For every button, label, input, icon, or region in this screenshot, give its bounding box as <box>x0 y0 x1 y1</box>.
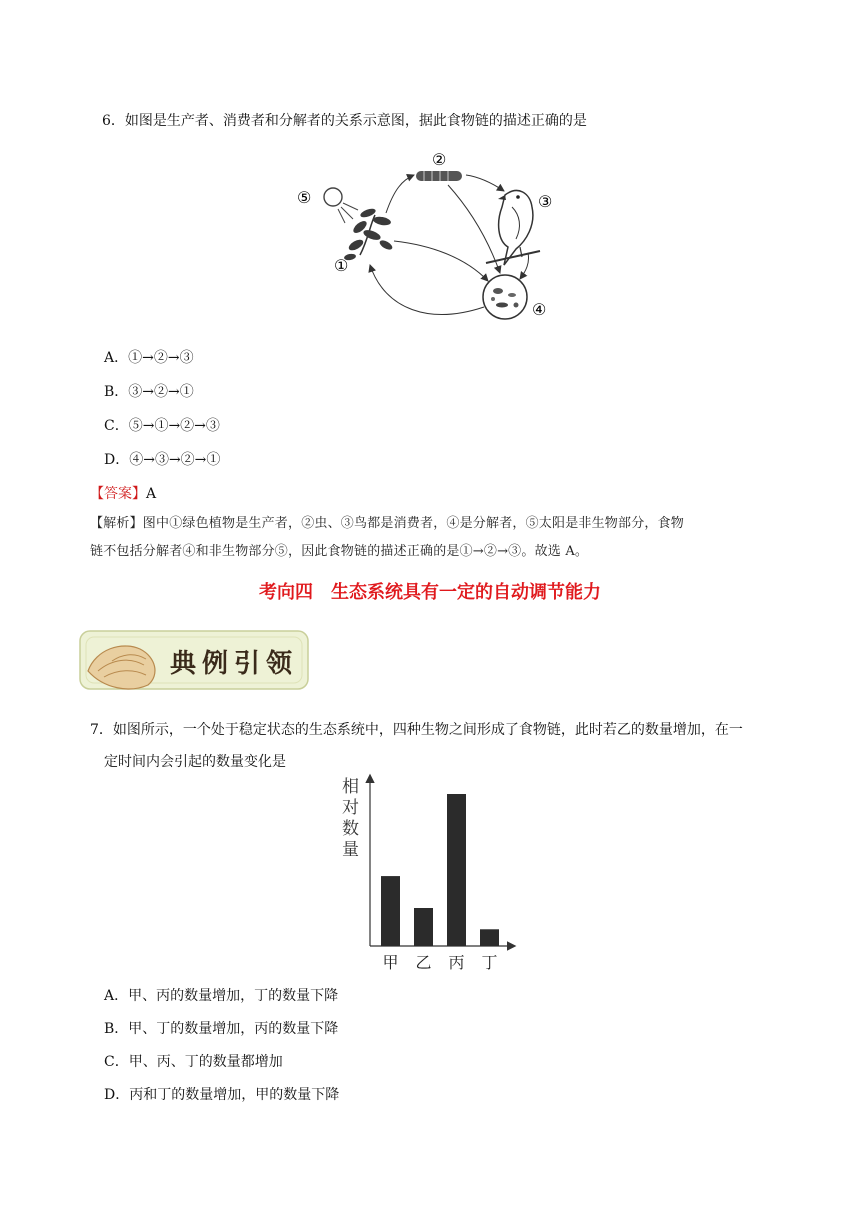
bar-0 <box>381 876 400 946</box>
answer-tag: 【答案】 <box>90 486 146 502</box>
q7-option-c: C．甲、丙、丁的数量都增加 <box>104 1054 283 1070</box>
q6-option-b: B．③→②→① <box>104 384 194 400</box>
y-label-char-2: 数 <box>342 819 359 839</box>
y-label-char-1: 对 <box>342 798 359 818</box>
label-3: ③ <box>538 192 553 211</box>
y-axis-label <box>342 777 359 860</box>
arrow-plant-to-decomposer <box>394 241 488 281</box>
answer-value: A <box>146 486 157 502</box>
label-5: ⑤ <box>297 188 312 207</box>
label-4: ④ <box>532 300 547 319</box>
q7-option-a: A．甲、丙的数量增加，丁的数量下降 <box>104 988 339 1004</box>
arrow-bird-to-decomposer <box>520 253 529 279</box>
bar-3 <box>480 929 499 946</box>
food-chain-diagram <box>290 145 570 330</box>
label-1: ① <box>334 256 349 275</box>
x-tick-label-2: 丙 <box>448 953 465 972</box>
arrow-decomposer-to-plant <box>370 265 484 314</box>
q6-answer <box>90 483 156 503</box>
bar-2 <box>447 794 466 946</box>
sun-icon <box>324 188 358 223</box>
banner-text: 典例引领 <box>170 649 299 679</box>
example-banner <box>78 627 310 692</box>
bird-icon <box>486 191 540 265</box>
q7-option-d: D．丙和丁的数量增加，甲的数量下降 <box>104 1087 340 1103</box>
arrow-plant-to-insect <box>386 175 414 213</box>
y-label-char-3: 量 <box>342 840 359 860</box>
caterpillar-icon <box>416 171 462 181</box>
section-title: 考向四 生态系统具有一定的自动调节能力 <box>259 582 601 603</box>
analysis-line-2: 链不包括分解者④和非生物部分⑤，因此食物链的描述正确的是①→②→③。故选 A。 <box>90 544 589 559</box>
q7-stem-line-2: 定时间内会引起的数量变化是 <box>104 754 286 770</box>
q7-bar-chart <box>330 770 530 975</box>
x-tick-label-3: 丁 <box>481 953 498 972</box>
q6-option-d: D．④→③→②→① <box>104 452 221 468</box>
analysis-line-1: 【解析】图中①绿色植物是生产者，②虫、③鸟都是消费者，④是分解者，⑤太阳是非生物部分，食物 <box>90 516 685 531</box>
arrow-insect-to-decomposer <box>448 185 500 273</box>
q6-analysis <box>90 510 790 566</box>
plant-icon <box>344 207 394 261</box>
decomposer-icon <box>483 275 527 319</box>
q6-stem: 6．如图是生产者、消费者和分解者的关系示意图，据此食物链的描述正确的是 <box>102 113 587 129</box>
q7-option-b: B．甲、丁的数量增加，丙的数量下降 <box>104 1021 339 1037</box>
q6-option-c: C．⑤→①→②→③ <box>104 418 220 434</box>
label-2: ② <box>432 150 447 169</box>
arrow-insect-to-bird <box>466 175 504 191</box>
q6-option-a: A．①→②→③ <box>104 350 194 366</box>
q7-stem-line-1: 7．如图所示，一个处于稳定状态的生态系统中，四种生物之间形成了食物链，此时若乙的数量增加，在一 <box>90 722 743 738</box>
x-tick-label-1: 乙 <box>415 953 432 972</box>
x-tick-label-0: 甲 <box>382 953 399 972</box>
y-label-char-0: 相 <box>342 777 359 797</box>
bar-1 <box>414 908 433 946</box>
